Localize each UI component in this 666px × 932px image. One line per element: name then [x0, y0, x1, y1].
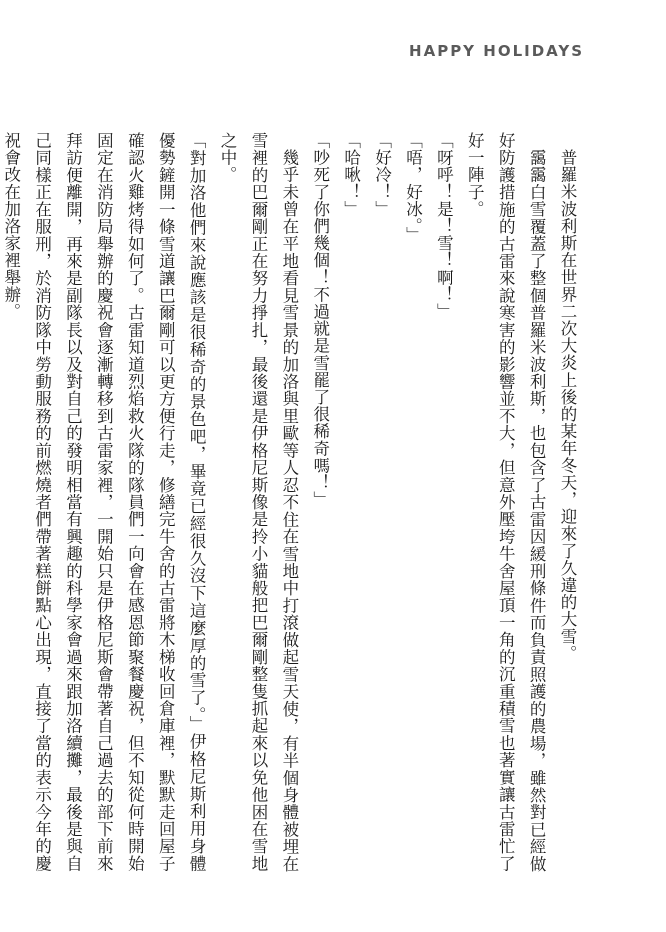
paragraph: 幾乎未曾在平地看見雪景的加洛與里歐等人忍不住在雪地中打滾做起雪天使，有半個身體被埋在雪裡的巴爾剛正在努力掙扎，最後還是伊格尼斯像是拎小貓般把巴爾剛整隻抓起來以免他困在雪地之中。	[218, 132, 299, 872]
dialogue-line: 「唔，好冰。」	[403, 132, 423, 244]
paragraph: 普羅米波利斯在世界二次大炎上後的某年冬天，迎來了久違的大雪。	[558, 148, 577, 662]
body-text	[1, 132, 582, 872]
dialogue-line: 「呀呼！是！雪！啊！」	[434, 132, 454, 321]
dialogue-line: 「哈啾！」	[341, 132, 361, 218]
running-header: HAPPY HOLIDAYS	[409, 42, 584, 60]
paragraph: 靄靄白雪覆蓋了整個普羅米波利斯，也包含了古雷因緩刑條件而負責照護的農場，雖然對已經做好防護措施的古雷來說寒害的影響並不大，但意外壓垮牛舍屋頂一角的沉重積雪也著實讓古雷忙了好一陣子。	[465, 132, 547, 872]
paragraph: 「對加洛他們來說應該是很稀奇的景色吧，畢竟已經很久沒下這麼厚的雪了。」伊格尼斯利用身體優勢鏟開一條雪道讓巴爾剛可以更方便行走，修繕完牛舍的古雷將木梯收回倉庫裡，默默走回屋子確認火雞烤得如何了。古雷知道烈焰救火隊的隊員們一向會在感恩節聚餐慶祝，但不知從何時開始固定在消防局舉辦的慶祝會逐漸轉移到古雷家裡，一開始只是伊格尼斯會帶著自己過去的部下前來拜訪便離開，再來是副隊長以及對自己的發明相當有興趣的科學家會過來跟加洛續攤，最後是與自己同樣正在服刑，於消防隊中勞動服務的前燃燒者們帶著糕餅點心出現，直接了當的表示今年的慶祝會改在加洛家裡舉辦。	[1, 132, 207, 872]
dialogue-line: 「好冷！」	[372, 132, 392, 218]
dialogue-line: 「吵死了你們幾個！不過就是雪罷了很稀奇嗎！」	[310, 132, 330, 509]
